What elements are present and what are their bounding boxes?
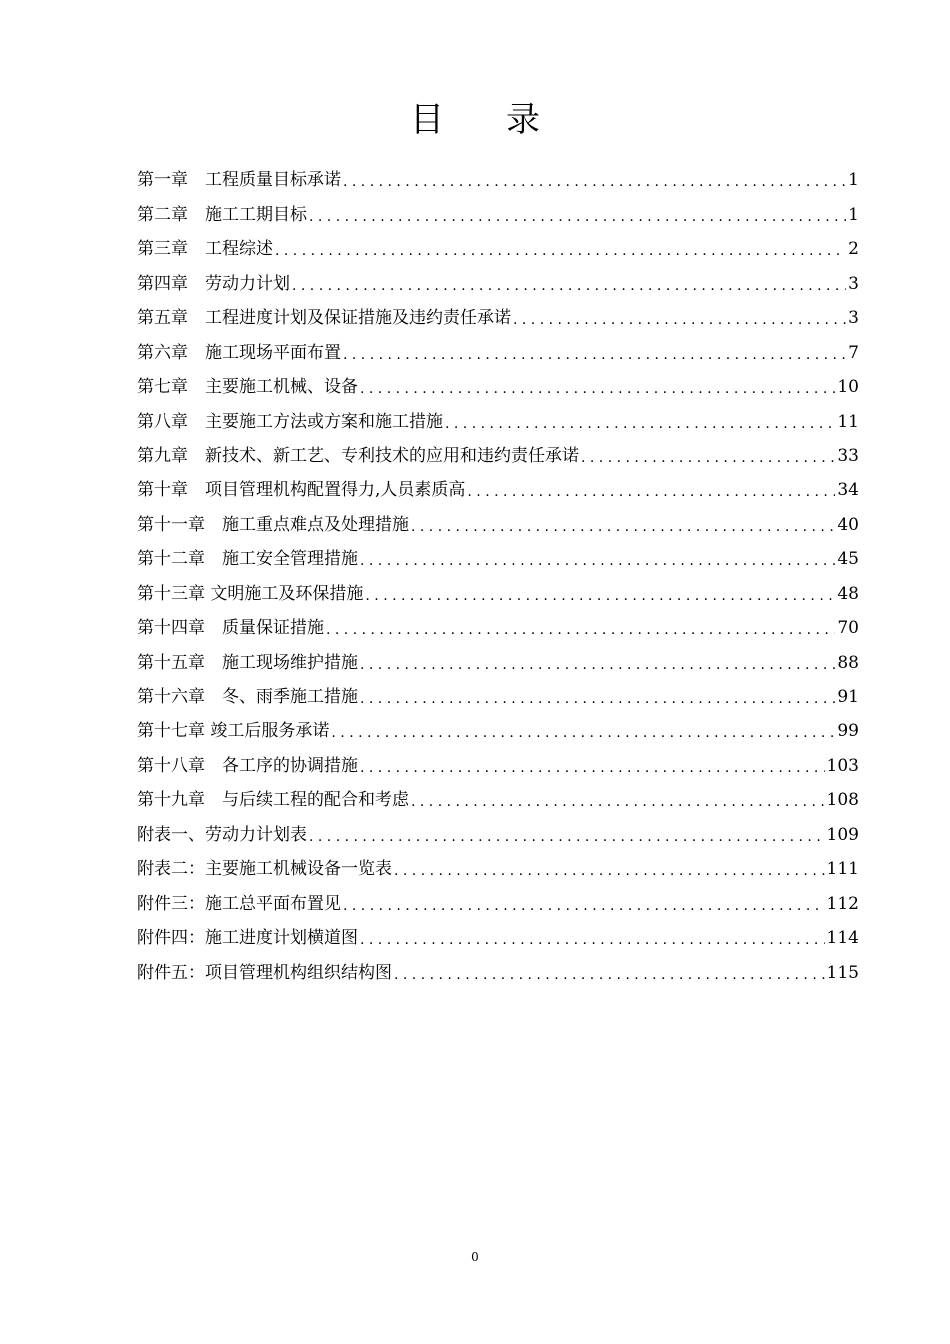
toc-entry[interactable] xyxy=(137,955,859,989)
toc-entry[interactable] xyxy=(137,886,859,920)
toc-entry[interactable] xyxy=(137,921,859,955)
toc-entry-page: 103 xyxy=(826,755,859,776)
toc-dot-leader xyxy=(411,787,825,817)
toc-entry-page: 40 xyxy=(837,514,859,535)
toc-entry[interactable] xyxy=(137,370,859,404)
toc-entry-label: 附件三：施工总平面布置见 xyxy=(137,893,341,914)
toc-entry-label: 第八章 主要施工方法或方案和施工措施 xyxy=(137,411,443,432)
toc-entry-label: 附表二：主要施工机械设备一览表 xyxy=(137,859,392,880)
toc-entry[interactable] xyxy=(137,645,859,679)
toc-entry[interactable] xyxy=(137,301,859,335)
toc-entry-label: 第十一章 施工重点难点及处理措施 xyxy=(137,514,409,535)
toc-entry[interactable] xyxy=(137,232,859,266)
toc-entry-label: 第六章 施工现场平面布置 xyxy=(137,342,341,363)
toc-entry-label: 第十三章 文明施工及环保措施 xyxy=(137,583,364,604)
toc-dot-leader xyxy=(343,891,825,921)
toc-entry-label: 第四章 劳动力计划 xyxy=(137,273,290,294)
toc-entry-page: 91 xyxy=(837,687,859,707)
toc-entry-page: 1 xyxy=(848,204,859,225)
toc-dot-leader xyxy=(513,305,846,335)
toc-entry[interactable] xyxy=(137,266,859,300)
toc-dot-leader xyxy=(360,925,825,955)
toc-entry[interactable] xyxy=(137,473,859,507)
table-of-contents xyxy=(137,163,859,990)
toc-dot-leader xyxy=(467,477,835,507)
toc-dot-leader xyxy=(365,581,835,611)
toc-dot-leader xyxy=(343,340,846,370)
toc-entry-label: 第一章 工程质量目标承诺 xyxy=(137,170,341,191)
toc-entry-label: 第三章 工程综述 xyxy=(137,239,273,260)
toc-entry-label: 第十五章 施工现场维护措施 xyxy=(137,652,358,673)
toc-entry-page: 112 xyxy=(826,893,859,914)
toc-dot-leader xyxy=(309,202,846,232)
toc-entry-page: 33 xyxy=(837,445,859,466)
toc-entry-label: 第五章 工程进度计划及保证措施及违约责任承诺 xyxy=(137,308,511,329)
toc-entry-page: 3 xyxy=(848,308,859,329)
toc-entry-label: 第十二章 施工安全管理措施 xyxy=(137,549,358,570)
toc-dot-leader xyxy=(445,409,835,439)
toc-entry-page: 1 xyxy=(848,170,859,191)
toc-entry[interactable] xyxy=(137,714,859,748)
toc-entry-page: 88 xyxy=(837,652,859,673)
toc-entry-page: 3 xyxy=(848,273,859,294)
toc-dot-leader xyxy=(581,443,835,473)
toc-dot-leader xyxy=(360,374,835,404)
toc-dot-leader xyxy=(360,684,835,714)
toc-entry[interactable] xyxy=(137,748,859,782)
toc-entry-label: 附件四：施工进度计划横道图 xyxy=(137,928,358,949)
toc-dot-leader xyxy=(394,856,825,886)
toc-entry[interactable] xyxy=(137,611,859,645)
toc-entry-label: 第二章 施工工期目标 xyxy=(137,204,307,225)
toc-entry-label: 第十八章 各工序的协调措施 xyxy=(137,755,358,776)
toc-entry[interactable] xyxy=(137,852,859,886)
toc-entry[interactable] xyxy=(137,542,859,576)
page-number: 0 xyxy=(471,1250,479,1264)
toc-entry-page: 11 xyxy=(837,411,859,432)
toc-dot-leader xyxy=(411,512,835,542)
toc-entry[interactable] xyxy=(137,507,859,541)
toc-dot-leader xyxy=(275,236,846,266)
toc-entry[interactable] xyxy=(137,680,859,714)
toc-entry-label: 第七章 主要施工机械、设备 xyxy=(137,377,358,398)
toc-entry-page: 99 xyxy=(837,721,859,742)
toc-entry[interactable] xyxy=(137,404,859,438)
toc-entry[interactable] xyxy=(137,163,859,197)
toc-entry-label: 附表一、劳动力计划表 xyxy=(137,824,307,845)
toc-dot-leader xyxy=(309,822,825,852)
toc-dot-leader xyxy=(394,960,825,990)
toc-entry-page: 70 xyxy=(837,618,859,639)
toc-entry[interactable] xyxy=(137,197,859,231)
toc-entry-label: 第十章 项目管理机构配置得力,人员素质高 xyxy=(137,480,466,501)
toc-entry[interactable] xyxy=(137,576,859,610)
toc-entry-page: 109 xyxy=(826,824,859,845)
toc-dot-leader xyxy=(292,271,846,301)
toc-entry-label: 第十六章 冬、雨季施工措施 xyxy=(137,687,358,707)
toc-entry[interactable] xyxy=(137,783,859,817)
toc-entry[interactable] xyxy=(137,817,859,851)
toc-entry-label: 附件五：项目管理机构组织结构图 xyxy=(137,962,392,983)
toc-dot-leader xyxy=(343,167,846,197)
toc-entry-label: 第十四章 质量保证措施 xyxy=(137,618,324,639)
toc-dot-leader xyxy=(360,546,835,576)
toc-entry-label: 第十九章 与后续工程的配合和考虑 xyxy=(137,790,409,811)
toc-entry-page: 34 xyxy=(837,480,859,501)
toc-entry-page: 108 xyxy=(826,790,859,811)
toc-dot-leader xyxy=(360,650,835,680)
toc-dot-leader xyxy=(326,615,835,645)
toc-entry[interactable] xyxy=(137,439,859,473)
toc-entry-page: 7 xyxy=(848,342,859,363)
toc-dot-leader xyxy=(360,753,825,783)
toc-entry-page: 10 xyxy=(837,377,859,398)
toc-entry-label: 第九章 新技术、新工艺、专利技术的应用和违约责任承诺 xyxy=(137,445,579,466)
toc-entry-label: 第十七章 竣工后服务承诺 xyxy=(137,721,330,742)
toc-entry-page: 2 xyxy=(848,239,859,260)
toc-entry-page: 45 xyxy=(837,549,859,570)
toc-entry-page: 115 xyxy=(826,962,859,983)
toc-entry[interactable] xyxy=(137,335,859,369)
page-title: 目录 xyxy=(410,100,602,140)
toc-entry-page: 111 xyxy=(826,859,859,880)
toc-dot-leader xyxy=(331,718,835,748)
toc-entry-page: 48 xyxy=(837,583,859,604)
toc-entry-page: 114 xyxy=(826,928,859,949)
